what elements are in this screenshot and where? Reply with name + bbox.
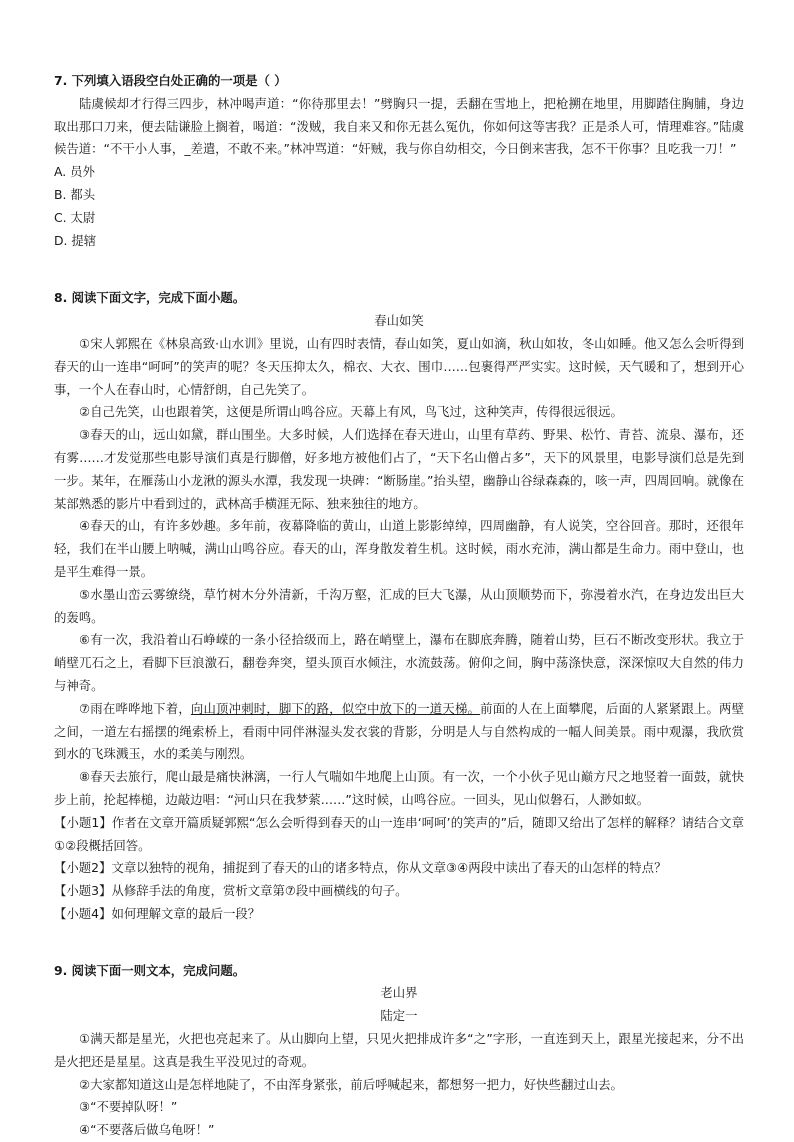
paragraph-3: ③春天的山，远山如黛，群山围坐。大多时候，人们选择在春天进山，山里有草药、野果、松竹、青苔、流泉、瀑布，还有雾……才发觉那些电影导演们真是行脚僧，好多地方被他们占了，“天下名山僧占多”，天下的风景里，电影导演们总是先到一步。某年，在雁荡山小龙湫的源头水潭，我发现一块碑：“断肠崖。”抬头望，幽静山谷绿森森的，咳一声，四周回响。就像在某部熟悉的影片中看到过的，武林高手横涯无际、独来独往的地方。 bbox=[54, 427, 744, 511]
option-a: A. 员外 bbox=[54, 164, 95, 180]
subquestion-2: 【小题2】文章以独特的视角，捕捉到了春天的山的诸多特点，你从文章③④两段中读出了春天的山怎样的特点？ bbox=[54, 860, 667, 876]
article-author: 陆定一 bbox=[380, 1008, 418, 1024]
spacer bbox=[54, 252, 744, 287]
spacer bbox=[54, 926, 744, 960]
paragraph-7 bbox=[54, 698, 744, 766]
paragraph-1: ①宋人郭熙在《林泉高致·山水训》里说，山有四时表情，春山如笑，夏山如滴，秋山如妆，冬山如睡。他又怎么会听得到春天的山一连串“呵呵”的笑声的呢？冬天压抑太久，棉衣、大衣、围巾……包裹得严严实实。这时候，天气暖和了，想到开心事，一个人在春山时，心情舒朗，自己先笑了。 bbox=[54, 335, 744, 397]
exam-page bbox=[54, 70, 744, 1142]
underlined-sentence: 向山顶冲刺时，脚下的路，似空中放下的一道天梯。 bbox=[190, 700, 481, 716]
paragraph-7-rest: 前面的人在上面攀爬，后面的人紧紧跟上。两壁之间，一道左右摇摆的绳索桥上，看雨中同伴淋湿头发衣裳的背影，分明是人与自然构成的一幅人间美景。雨中观瀑，我欣赏到水的飞珠溅玉，水的柔美与刚烈。 bbox=[54, 700, 745, 762]
question-7-title: 7. 下列填入语段空白处正确的一项是（ ） bbox=[54, 73, 287, 88]
question-9-title: 9. 阅读下面一则文本，完成问题。 bbox=[54, 962, 246, 978]
option-d: D. 提辖 bbox=[54, 232, 97, 248]
question-7-passage: 陆虞候却才行得三四步，林冲喝声道：“你待那里去！”劈胸只一提，丢翻在雪地上，把枪搠在地里，用脚踏住胸脯，身边取出那口刀来，便去陆谦脸上搁着，喝道：“泼贼，我自来又和你无甚么冤仇，你如何这等害我？正是杀人可，情理难容。”陆虞候告道：“不干小人事，_差遣，不敢不来。”林冲骂道：“奸贼，我与你自幼相交，今日倒来害我，怎不干你事？且吃我一刀！” bbox=[54, 95, 744, 157]
subquestion-3: 【小题3】从修辞手法的角度，赏析文章第⑦段中画横线的句子。 bbox=[54, 883, 408, 899]
paragraph-6: ⑥有一次，我沿着山石峥嵘的一条小径拾级而上，路在峭壁上，瀑布在脚底奔腾，随着山势，巨石不断改变形状。我立于峭壁兀石之上，看脚下巨浪激石，翻卷奔突，望头顶百水倾注，水流鼓荡。俯仰之间，胸中荡涤快意，深深惊叹大自然的伟力与神奇。 bbox=[54, 632, 744, 693]
paragraph-8: ⑧春天去旅行，爬山最是痛快淋漓，一行人气喘如牛地爬上山顶。有一次，一个小伙子见山巅方尺之地竖着一面鼓，就快步上前，抡起棒槌，边敲边唱：“河山只在我梦萦……”这时候，山鸣谷应。一回头，见山似磐石，人渺如蚁。 bbox=[54, 769, 744, 807]
paragraph-4: ④春天的山，有许多妙趣。多年前，夜幕降临的黄山，山道上影影绰绰，四周幽静，有人说笑，空谷回音。那时，还很年轻，我们在半山腰上呐喊，满山山鸣谷应。春天的山，浑身散发着生机。这时候，雨水充沛，满山都是生命力。雨中登山，也是平生难得一景。 bbox=[54, 518, 744, 579]
question-8-title: 8. 阅读下面文字，完成下面小题。 bbox=[54, 290, 246, 306]
q9-paragraph-1: ①满天都是星光，火把也亮起来了。从山脚向上望，只见火把排成许多“之”字形，一直连到天上，跟星光接起来，分不出是火把还是星星。这真是我生平没见过的奇观。 bbox=[54, 1031, 744, 1069]
subquestion-1: 【小题1】作者在文章开篇质疑郭熙“怎么会听得到春天的山一连串‘呵呵’的笑声的”后，随即又给出了怎样的解释？请结合文章①②段概括回答。 bbox=[54, 814, 744, 853]
option-c: C. 太尉 bbox=[54, 209, 96, 225]
article-title-laoshanjie: 老山界 bbox=[380, 985, 418, 1001]
q9-paragraph-3: ③“不要掉队呀！” bbox=[79, 1099, 178, 1115]
option-b: B. 都头 bbox=[54, 186, 96, 202]
article-title-chunshan: 春山如笑 bbox=[374, 313, 424, 329]
paragraph-5: ⑤水墨山峦云雾缭绕，草竹树木分外清新，千沟万壑，汇成的巨大飞瀑，从山顶顺势而下，弥漫着水汽，在身边发出巨大的轰鸣。 bbox=[54, 586, 744, 625]
paragraph-2: ②自己先笑，山也跟着笑，这便是所谓山鸣谷应。天幕上有风，鸟飞过，这种笑声，传得很远很远。 bbox=[79, 404, 623, 420]
q9-paragraph-2: ②大家都知道这山是怎样地陡了，不由浑身紧张，前后呼喊起来，都想努一把力，好快些翻过山去。 bbox=[79, 1076, 623, 1092]
subquestion-4: 【小题4】如何理解文章的最后一段？ bbox=[54, 905, 261, 921]
q9-paragraph-4: ④“不要落后做乌龟呀！” bbox=[79, 1122, 215, 1138]
paragraph-7-start: ⑦雨在哗哗地下着， bbox=[79, 700, 191, 716]
